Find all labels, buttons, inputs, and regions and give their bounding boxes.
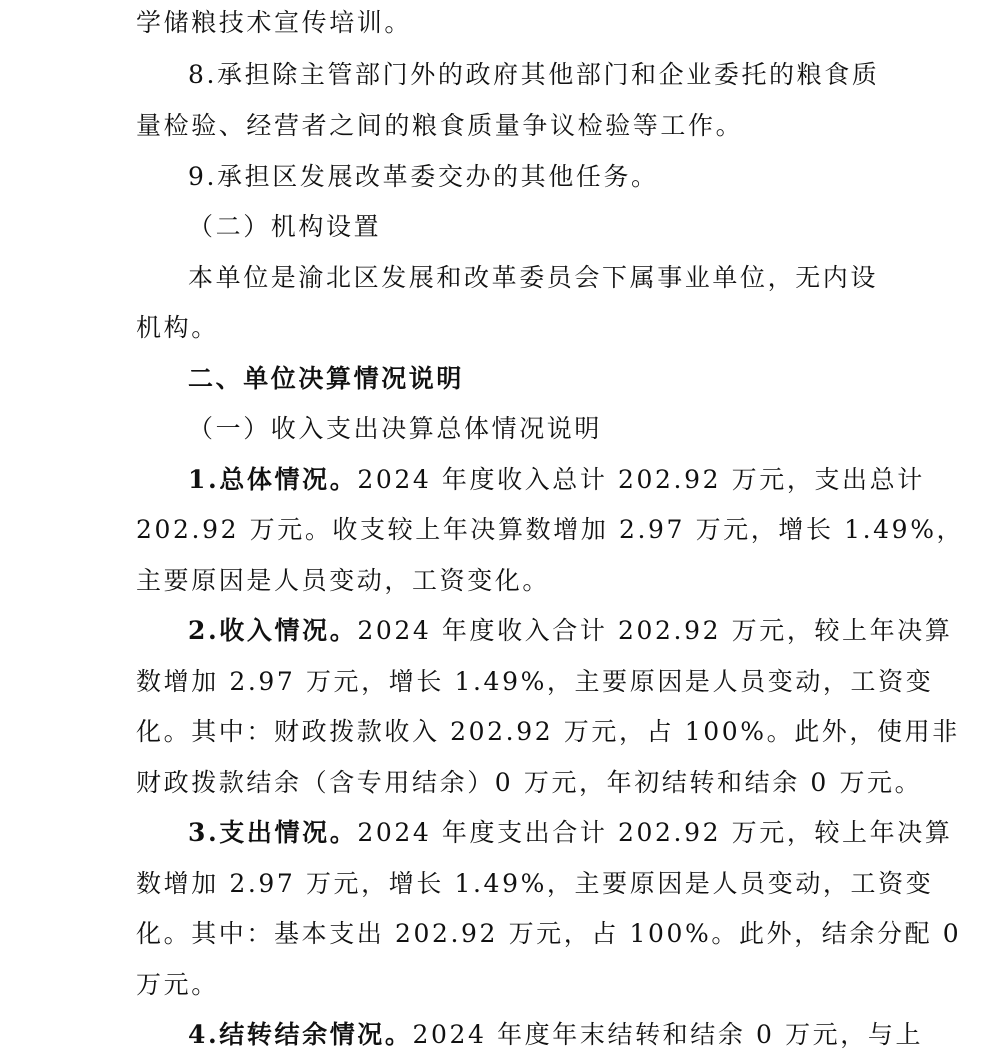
section-subheading	[188, 210, 928, 244]
paragraph-lead: 2.收入情况。	[188, 616, 358, 645]
paragraph-line	[188, 614, 953, 648]
line-text: 8.承担除主管部门外的政府其他部门和企业委托的粮食质	[188, 60, 880, 89]
line-text: 2024 年度年末结转和结余 0 万元，与上	[412, 1020, 924, 1049]
line-text: （二）机构设置	[188, 212, 382, 241]
section-subheading	[188, 412, 928, 446]
line-text: 2024 年度收入总计 202.92 万元，支出总计	[357, 465, 925, 494]
line-text: 化。其中：基本支出 202.92 万元，占 100%。此外，结余分配 0	[136, 919, 962, 948]
paragraph-line	[136, 715, 960, 749]
line-text: 9.承担区发展改革委交办的其他任务。	[188, 162, 659, 191]
line-text: 化。其中：财政拨款收入 202.92 万元，占 100%。此外，使用非	[136, 717, 960, 746]
line-text: 机构。	[136, 313, 219, 342]
paragraph-line	[136, 513, 965, 547]
line-text: 数增加 2.97 万元，增长 1.49%，主要原因是人员变动，工资变	[136, 667, 934, 696]
paragraph-line	[188, 1018, 928, 1052]
line-text: 万元。	[136, 970, 219, 999]
paragraph-line	[136, 564, 876, 598]
paragraph-line	[136, 766, 923, 800]
paragraph-line	[136, 867, 934, 901]
paragraph-line	[136, 109, 876, 143]
paragraph-line	[136, 665, 934, 699]
line-text: 学储粮技术宣传培训。	[136, 8, 413, 37]
line-text: 数增加 2.97 万元，增长 1.49%，主要原因是人员变动，工资变	[136, 869, 934, 898]
line-text: 二、单位决算情况说明	[188, 364, 465, 393]
paragraph-lead: 4.结转结余情况。	[188, 1020, 413, 1049]
line-text: 财政拨款结余（含专用结余）0 万元，年初结转和结余 0 万元。	[136, 768, 923, 797]
line-text: 主要原因是人员变动，工资变化。	[136, 566, 551, 595]
line-text: 2024 年度支出合计 202.92 万元，较上年决算	[357, 818, 953, 847]
paragraph-line	[136, 968, 876, 1002]
section-heading	[188, 362, 928, 396]
paragraph-line	[188, 160, 928, 194]
line-text: 2024 年度收入合计 202.92 万元，较上年决算	[357, 616, 953, 645]
paragraph-lead: 1.总体情况。	[188, 465, 358, 494]
paragraph-line	[136, 311, 876, 345]
paragraph-lead: 3.支出情况。	[188, 818, 358, 847]
paragraph-line	[188, 463, 928, 497]
paragraph-line	[188, 58, 928, 92]
line-text: 202.92 万元。收支较上年决算数增加 2.97 万元，增长 1.49%，	[136, 515, 965, 544]
line-text: （一）收入支出决算总体情况说明	[188, 414, 603, 443]
paragraph-line	[136, 6, 876, 40]
paragraph-line	[188, 816, 953, 850]
line-text: 本单位是渝北区发展和改革委员会下属事业单位，无内设	[188, 263, 879, 292]
line-text: 量检验、经营者之间的粮食质量争议检验等工作。	[136, 111, 744, 140]
paragraph-line	[188, 261, 928, 295]
paragraph-line	[136, 917, 962, 951]
